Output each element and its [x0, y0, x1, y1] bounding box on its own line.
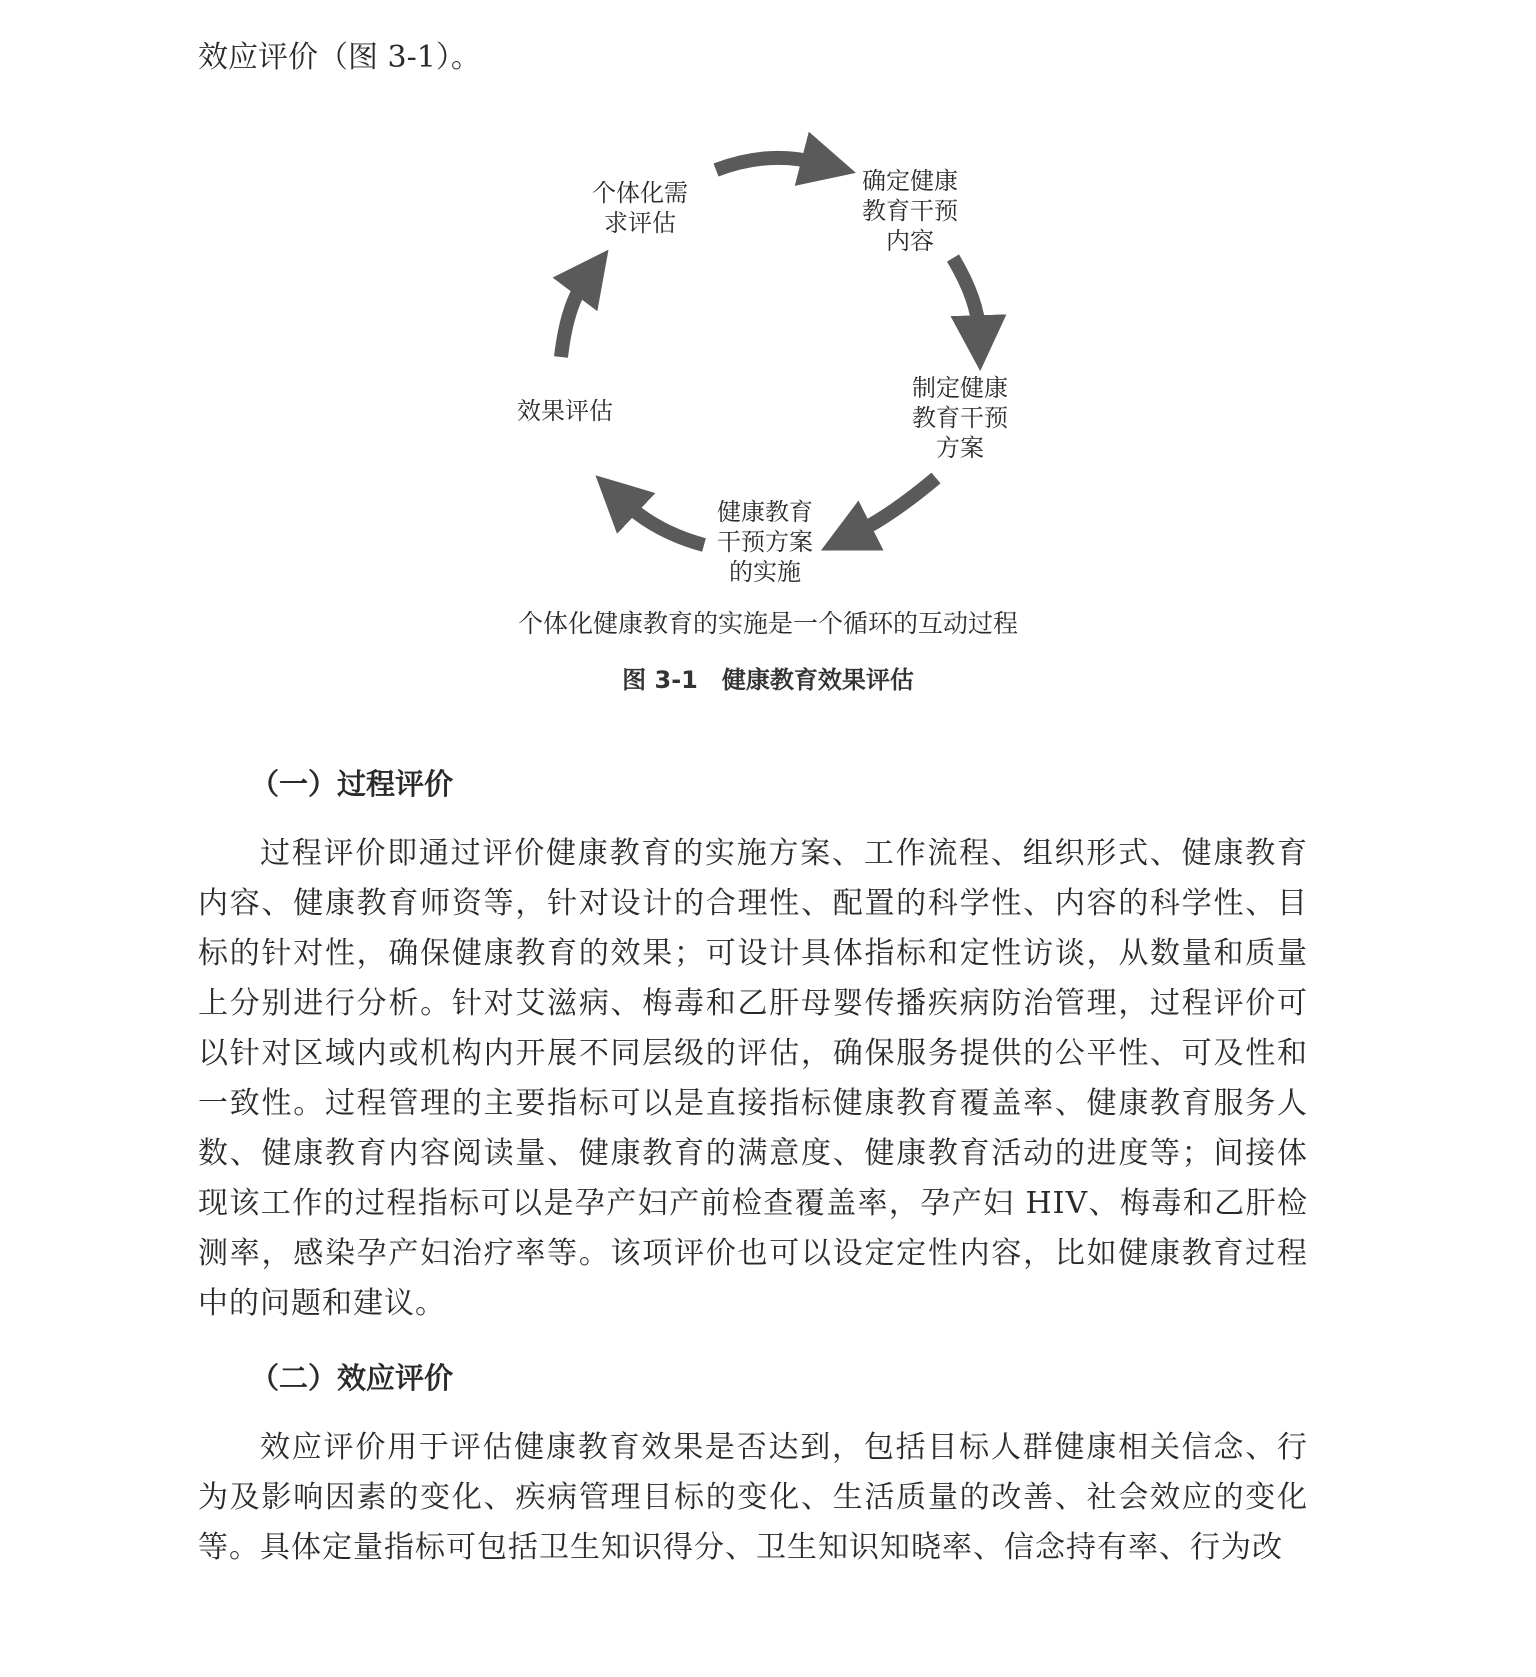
arrow-content-to-plan	[953, 258, 979, 332]
node-implementation: 健康教育 干预方案 的实施	[717, 498, 813, 586]
figure-caption: 图 3-1 健康教育效果评估	[622, 666, 914, 694]
lead-text: 效应评价（图 3-1）。	[198, 40, 481, 75]
node-effect-assessment: 效果评估	[517, 397, 613, 425]
arrow-need-to-content	[716, 158, 818, 170]
paragraph-effect-evaluation: 效应评价用于评估健康教育效果是否达到，包括目标人群健康相关信念、行为及影响因素的变化、疾病管理目标的变化、生活质量的改善、社会效应的变化等。具体定量指标可包括卫生知识得分、卫生知识知晓率、信念持有率、行为改	[198, 1430, 1308, 1565]
section-heading-process-evaluation: （一）过程评价	[250, 767, 454, 801]
node-define-content: 确定健康 教育干预 内容	[862, 167, 958, 255]
arrow-effect-to-need	[561, 281, 585, 357]
section-heading-effect-evaluation: （二）效应评价	[250, 1361, 454, 1395]
arrow-plan-to-implement	[856, 478, 936, 533]
paragraph-process-evaluation: 过程评价即通过评价健康教育的实施方案、工作流程、组织形式、健康教育内容、健康教育师资等，针对设计的合理性、配置的科学性、内容的科学性、目标的针对性，确保健康教育的效果；可设计具体指标和定性访谈，从数量和质量上分别进行分析。针对艾滋病、梅毒和乙肝母婴传播疾病防治管理，过程评价可以针对区域内或机构内开展不同层级的评估，确保服务提供的公平性、可及性和一致性。过程管理的主要指标可以是直接指标健康教育覆盖率、健康教育服务人数、健康教育内容阅读量、健康教育的满意度、健康教育活动的进度等；间接体现该工作的过程指标可以是孕产妇产前检查覆盖率，孕产妇 HIV、梅毒和乙肝检测率，感染孕产妇治疗率等。该项评价也可以设定定性内容，比如健康教育过程中的问题和建议。	[198, 836, 1308, 1321]
figure-health-education-cycle	[0, 0, 1536, 720]
figure-note: 个体化健康教育的实施是一个循环的互动过程	[517, 609, 1018, 638]
arrow-implement-to-effect	[624, 502, 704, 545]
node-make-plan: 制定健康 教育干预 方案	[912, 374, 1008, 462]
node-need-assessment: 个体化需 求评估	[592, 179, 688, 237]
